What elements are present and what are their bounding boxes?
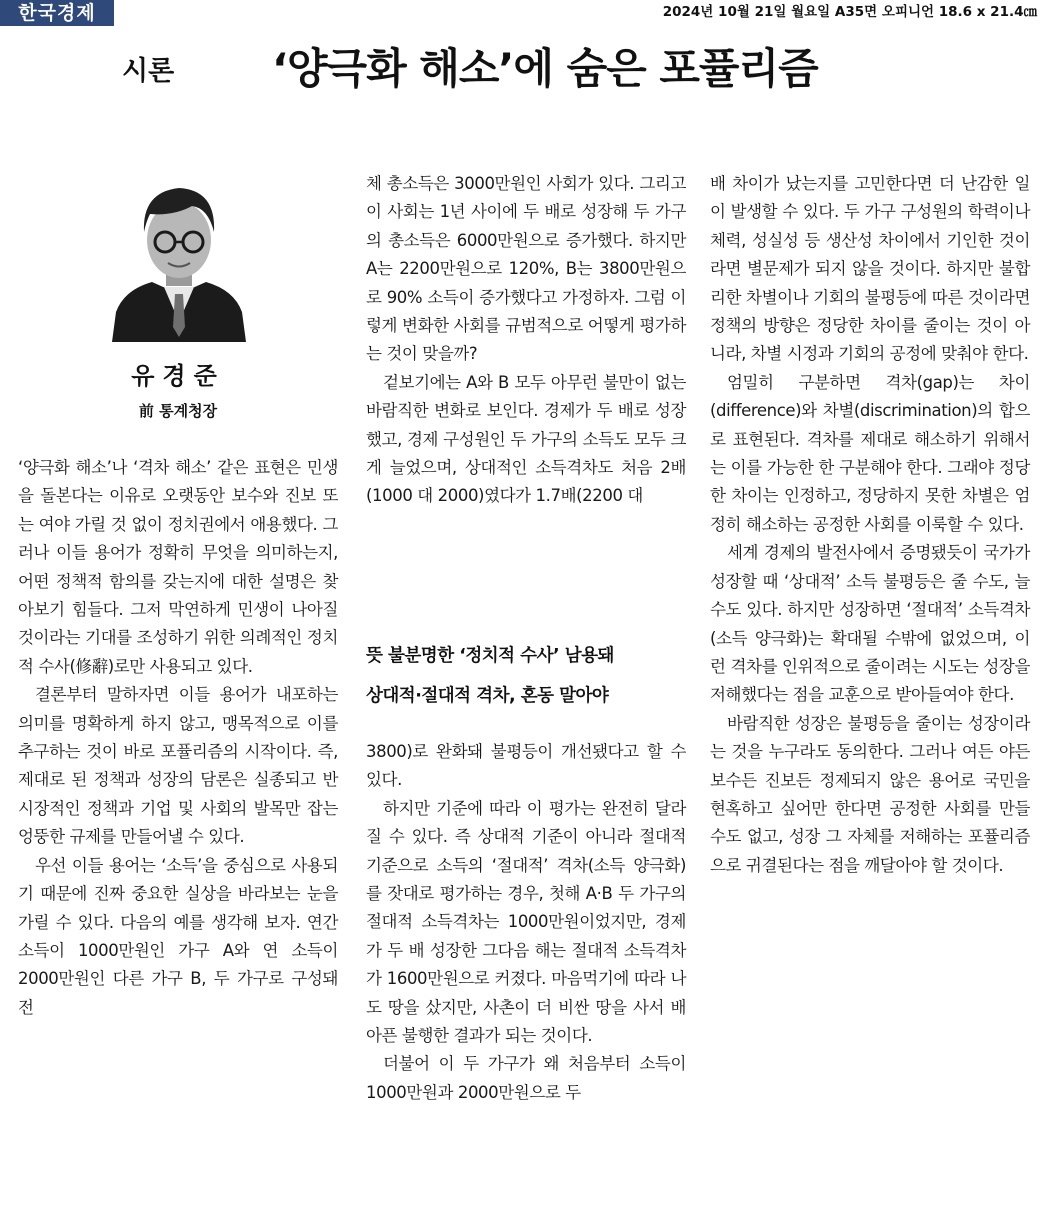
author-photo — [104, 162, 254, 342]
paragraph: 체 총소득은 3000만원인 사회가 있다. 그리고 이 사회는 1년 사이에 두 배로 성장해 두 가구의 총소득은 6000만원으로 증가했다. 하지만 A는 2200만원으로 120%, B는 3800만원으로 90% 소득이 증가했다고 가정하자. 그럼 이렇게 변화한 사회를 규범적으로 어떻게 평가하는 것이 맞을까? — [366, 174, 686, 364]
paragraph: ‘양극화 해소’나 ‘격차 해소’ 같은 표현은 민생을 돌본다는 이유로 오랫동안 보수와 진보 또는 여야 가릴 것 없이 정치권에서 애용했다. 그러나 이들 용어가 정확히 무엇을 의미하는지, 어떤 정책적 함의를 갖는지에 대한 설명은 찾아보기 힘들다. 그저 막연하게 민생이 나아질 것이라는 기대를 조성하기 위한 의례적인 정치적 수사(修辭)로만 사용되고 있다. — [18, 458, 338, 676]
paragraph: 겉보기에는 A와 B 모두 아무런 불만이 없는 바람직한 변화로 보인다. 경제가 두 배로 성장했고, 경제 구성원인 두 가구의 소득도 모두 크게 늘었으며, 상대적인 소득격차도 처음 2배(1000 대 2000)였다가 1.7배(2200 대 — [366, 372, 686, 506]
subheadline: 상대적·절대적 격차, 혼동 말아야 — [366, 686, 609, 706]
paragraph: 우선 이들 용어는 ‘소득’을 중심으로 사용되기 때문에 진짜 중요한 실상을 바라보는 눈을 가릴 수 있다. 다음의 예를 생각해 보자. 연간 소득이 1000만원인 가구 A와 연 소득이 2000만원인 다른 가구 B, 두 가구로 구성돼 전 — [18, 855, 338, 1017]
paragraph: 배 차이가 났는지를 고민한다면 더 난감한 일이 발생할 수 있다. 두 가구 구성원의 학력이나 체력, 성실성 등 생산성 차이에서 기인한 것이라면 별문제가 되지 않을 것이다. 하지만 불합리한 차별이나 기회의 불평등에 따른 것이라면 정책의 방향은 정당한 차이를 줄이는 것이 아니라, 차별 시정과 기회의 공정에 맞춰야 한다. — [710, 174, 1030, 364]
author-title: 前 통계청장 — [138, 402, 218, 420]
article-column-3 — [710, 170, 1030, 880]
paragraph: 세계 경제의 발전사에서 증명됐듯이 국가가 성장할 때 ‘상대적’ 소득 불평등은 줄 수도, 늘 수도 있다. 하지만 성장하면 ‘절대적’ 소득격차(소득 양극화)는 확대될 수밖에 없었으며, 이런 격차를 인위적으로 줄이려는 시도는 성장을 저해했다는 점을 교훈으로 받아들여야 한다. — [710, 543, 1030, 705]
newspaper-logo: 한국경제 — [0, 0, 114, 26]
headline: ‘양극화 해소’에 숨은 포퓰리즘 — [272, 44, 818, 93]
author-portrait-icon — [104, 162, 254, 342]
paragraph: 3800)로 완화돼 불평등이 개선됐다고 할 수 있다. — [366, 742, 686, 790]
article-column-1 — [18, 454, 338, 1022]
publication-info: 2024년 10월 21일 월요일 A35면 오피니언 18.6 x 21.4㎝ — [662, 4, 1037, 20]
author-name: 유경준 — [131, 362, 225, 390]
article-column-2 — [366, 170, 686, 511]
paragraph: 더불어 이 두 가구가 왜 처음부터 소득이 1000만원과 2000만원으로 두 — [366, 1054, 686, 1102]
article-column-2-continued — [366, 738, 686, 1107]
paragraph: 하지만 기준에 따라 이 평가는 완전히 달라질 수 있다. 즉 상대적 기준이 아니라 절대적 기준으로 소득의 ‘절대적’ 격차(소득 양극화)를 잣대로 평가하는 경우, 첫해 A·B 두 가구의 절대적 소득격차는 1000만원이었지만, 경제가 두 배 성장한 그다음 해는 절대적 소득격차가 1600만원으로 커졌다. 마음먹기에 따라 나도 땅을 샀지만, 사촌이 더 비싼 땅을 사서 배 아픈 불행한 결과가 되는 것이다. — [366, 798, 686, 1046]
paragraph: 결론부터 말하자면 이들 용어가 내포하는 의미를 명확하게 하지 않고, 맹목적으로 이를 추구하는 것이 바로 포퓰리즘의 시작이다. 즉, 제대로 된 정책과 성장의 담론은 실종되고 반시장적인 정책과 기업 및 사회의 발목만 잡는 엉뚱한 규제를 만들어낼 수 있다. — [18, 685, 338, 847]
paragraph: 바람직한 성장은 불평등을 줄이는 성장이라는 것을 누구라도 동의한다. 그러나 여든 야든 보수든 진보든 정제되지 않은 용어로 국민을 현혹하고 싶어만 한다면 공정한 사회를 만들 수도 없고, 성장 그 자체를 저해하는 포퓰리즘으로 귀결된다는 점을 깨달아야 할 것이다. — [710, 713, 1030, 875]
section-label: 시론 — [122, 56, 175, 87]
paragraph: 엄밀히 구분하면 격차(gap)는 차이(difference)와 차별(discrimination)의 합으로 표현된다. 격차를 제대로 해소하기 위해서는 이를 가능한 한 구분해야 한다. 그래야 정당한 차이는 인정하고, 정당하지 못한 차별은 엄정히 해소하는 공정한 사회를 이룩할 수 있다. — [710, 372, 1030, 534]
subheadline: 뜻 불분명한 ‘정치적 수사’ 남용돼 — [366, 646, 614, 666]
